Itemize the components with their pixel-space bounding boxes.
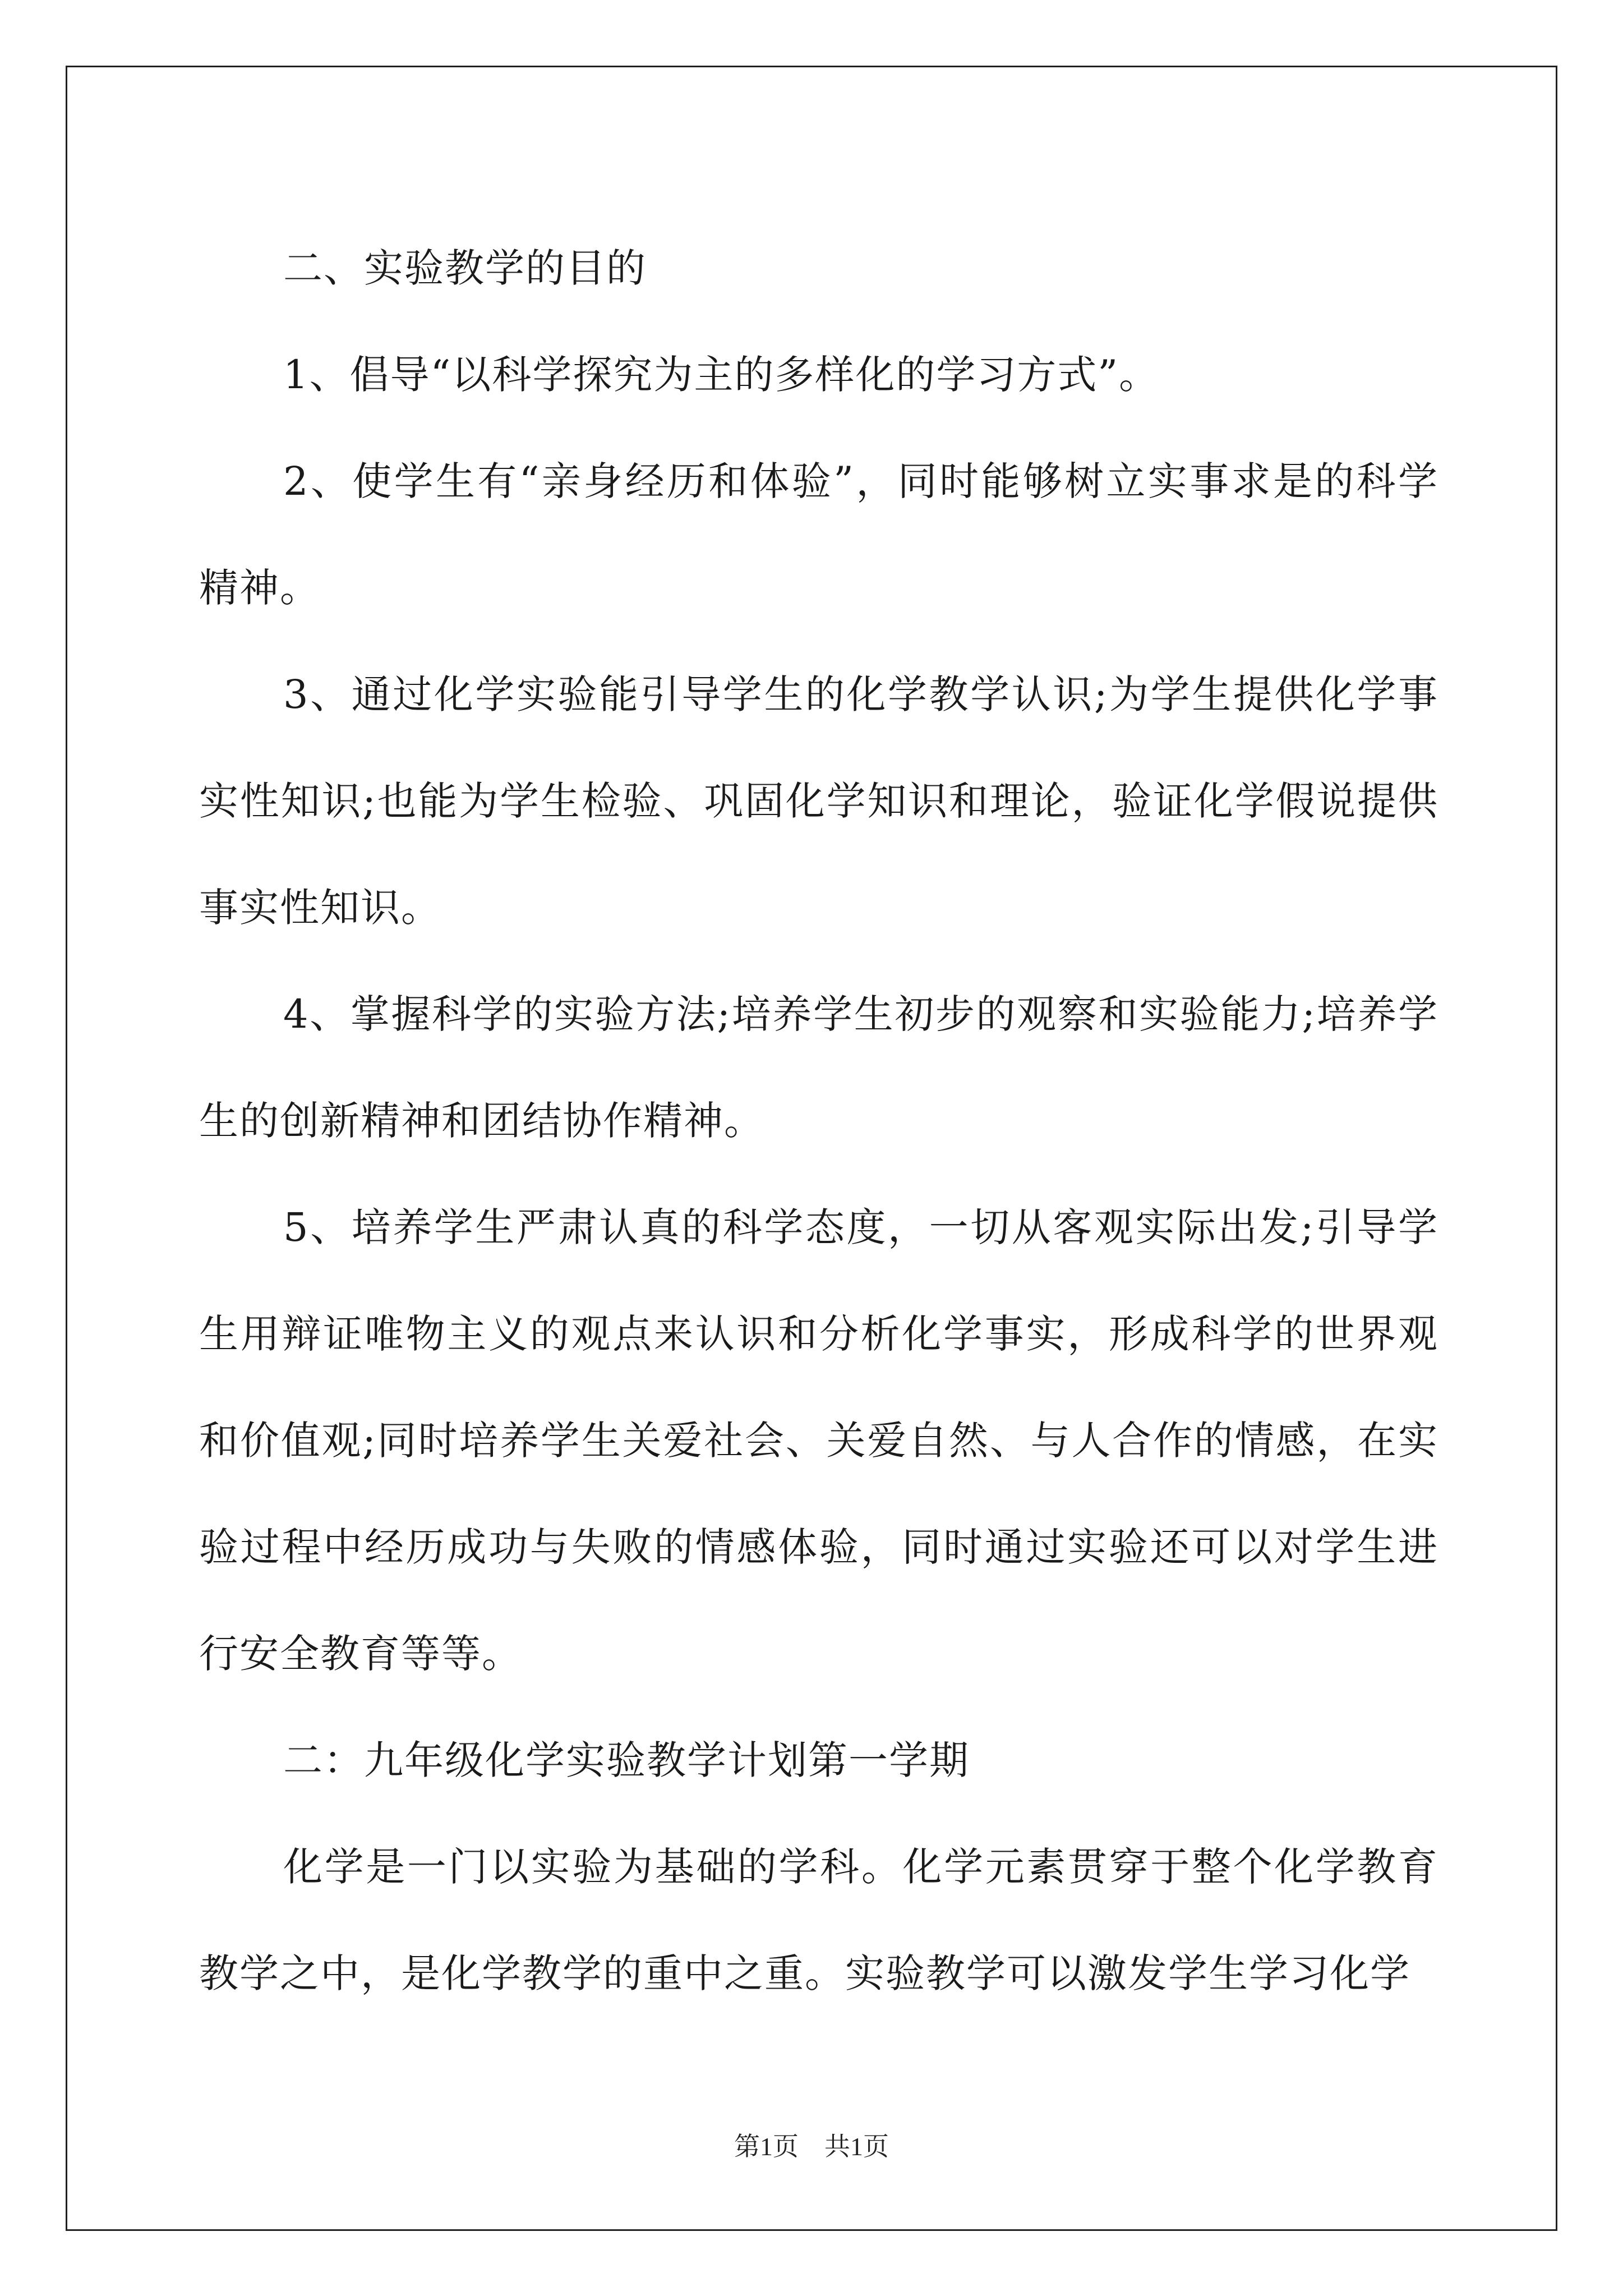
section-heading: 二、实验教学的目的 [283,245,647,291]
body-paragraph: 化学是一门以实验为基础的学科。化学元素贯穿于整个化学教育教学之中，是化学教学的重中之重。实验教学可以激发学生学习化学 [199,1844,1438,1996]
paragraph-item-1: 1、倡导“以科学探究为主的多样化的学习方式”。 [283,352,1160,398]
document-body [199,215,1438,2027]
paragraph-item-5: 5、培养学生严肃认真的科学态度，一切从客观实际出发;引导学生用辩证唯物主义的观点来认识和分析化学事实，形成科学的世界观和价值观;同时培养学生关爱社会、关爱自然、与人合作的情感，在实验过程中经历成功与失败的情感体验，同时通过实验还可以对学生进行安全教育等等。 [199,1204,1438,1677]
paragraph-item-3: 3、通过化学实验能引导学生的化学教学认识;为学生提供化学事实性知识;也能为学生检验、巩固化学知识和理论，验证化学假说提供事实性知识。 [199,671,1438,931]
paragraph-item-4: 4、掌握科学的实验方法;培养学生初步的观察和实验能力;培养学生的创新精神和团结协作精神。 [199,991,1438,1144]
page-footer: 第1页 共1页 [734,2132,889,2161]
paragraph-item-2: 2、使学生有“亲身经历和体验”，同时能够树立实事求是的科学精神。 [199,458,1438,611]
section-heading-2: 二：九年级化学实验教学计划第一学期 [283,1737,970,1783]
